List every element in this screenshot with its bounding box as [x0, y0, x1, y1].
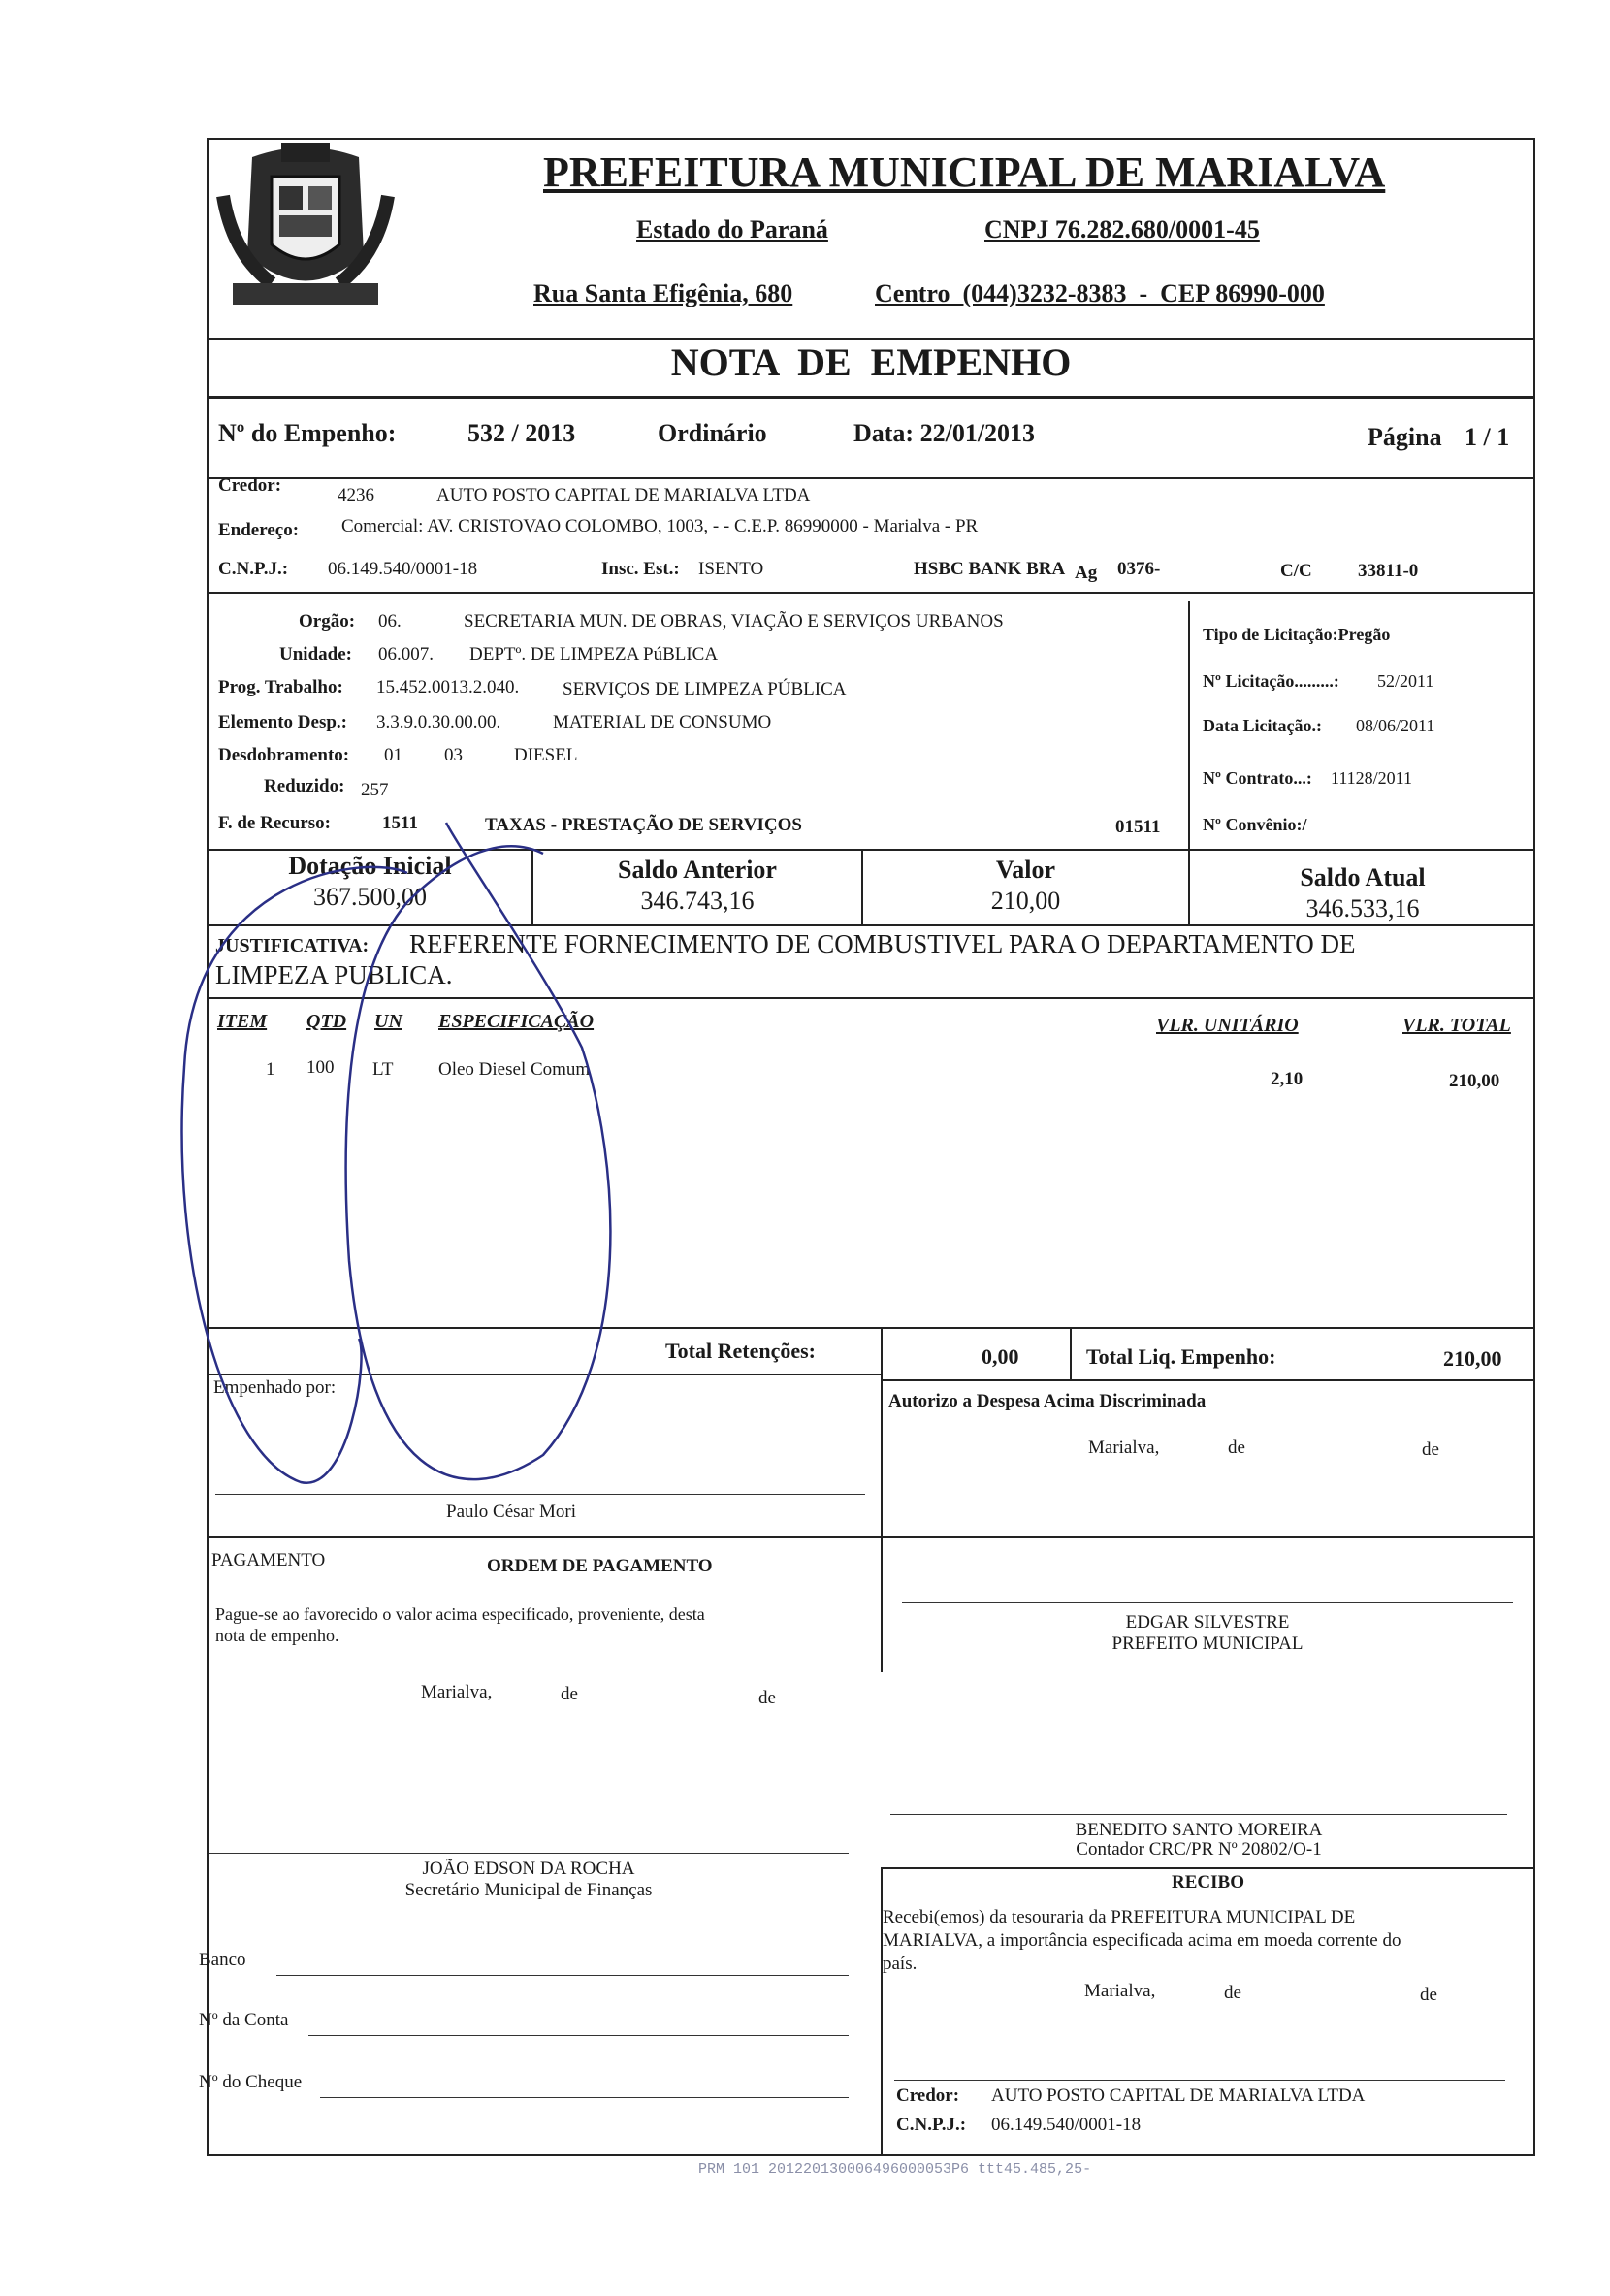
unidade-value: 06.007. — [378, 644, 434, 664]
conta-label: Nº da Conta — [199, 2010, 289, 2030]
empenho-date: Data: 22/01/2013 — [853, 419, 1036, 447]
empenhado-label: Empenhado por: — [213, 1377, 337, 1398]
contador-role: Contador CRC/PR Nº 20802/O-1 — [1076, 1839, 1322, 1859]
recibo-line1: Recebi(emos) da tesouraria da PREFEITURA MUNICIPAL DE — [883, 1907, 1356, 1927]
justificativa-line1: REFERENTE FORNECIMENTO DE COMBUSTIVEL PARA O DEPARTAMENTO DE — [409, 929, 1356, 958]
unidade-label: Unidade: — [279, 644, 352, 664]
recurso-label: F. de Recurso: — [218, 813, 331, 833]
empenhado-signer: Paulo César Mori — [446, 1502, 577, 1522]
secretario-name: JOÃO EDSON DA ROCHA — [422, 1859, 635, 1879]
col-total: VLR. TOTAL — [1402, 1015, 1511, 1036]
row-un: LT — [372, 1059, 394, 1080]
recurso-desc: TAXAS - PRESTAÇÃO DE SERVIÇOS — [485, 815, 802, 835]
desdob-desc: DIESEL — [514, 745, 578, 765]
cc-value: 33811-0 — [1358, 561, 1419, 581]
cc-label: C/C — [1280, 561, 1312, 581]
orgao-desc: SECRETARIA MUN. DE OBRAS, VIAÇÃO E SERVIÇOS URBANOS — [464, 611, 1004, 631]
retencoes-value: 0,00 — [982, 1344, 1019, 1369]
row-qtd: 100 — [306, 1057, 335, 1078]
pagamento-text2: nota de empenho. — [215, 1626, 339, 1645]
col-un: UN — [374, 1011, 402, 1032]
col-item: ITEM — [217, 1011, 268, 1032]
row-item: 1 — [266, 1059, 275, 1080]
reduzido-label: Reduzido: — [264, 776, 345, 796]
header-cnpj: CNPJ 76.282.680/0001-45 — [984, 215, 1260, 243]
justificativa-label: JUSTIFICATIVA: — [215, 935, 370, 956]
header-address: Rua Santa Efigênia, 680 — [533, 279, 793, 307]
valor-value: 210,00 — [990, 887, 1061, 915]
liq-label: Total Liq. Empenho: — [1086, 1344, 1276, 1369]
prefeito-role: PREFEITO MUNICIPAL — [1111, 1633, 1304, 1654]
orgao-label: Orgão: — [299, 611, 356, 631]
saldo-anterior-label: Saldo Anterior — [618, 856, 777, 884]
row-unit: 2,10 — [1271, 1069, 1304, 1089]
retencoes-label: Total Retenções: — [665, 1339, 816, 1363]
cnpj-label: C.N.P.J.: — [218, 559, 289, 579]
recibo-city: Marialva, — [1084, 1981, 1156, 2001]
justificativa-line2: LIMPEZA PUBLICA. — [215, 960, 453, 989]
prog-label: Prog. Trabalho: — [218, 677, 343, 697]
licitacao-tipo: Tipo de Licitação:Pregão — [1203, 625, 1391, 644]
prefeito-name: EDGAR SILVESTRE — [1125, 1612, 1290, 1633]
saldo-atual-label: Saldo Atual — [1300, 863, 1426, 891]
valor-label: Valor — [995, 856, 1056, 884]
empenho-label: Nº do Empenho: — [218, 419, 397, 447]
licitacao-numero-label: Nº Licitação.........: — [1203, 671, 1339, 691]
recibo-title: RECIBO — [1172, 1872, 1244, 1892]
pagamento-text1: Pague-se ao favorecido o valor acima especificado, proveniente, desta — [215, 1604, 705, 1624]
desdob-value-2: 03 — [444, 745, 463, 765]
contrato-value: 11128/2011 — [1331, 768, 1412, 788]
prog-desc: SERVIÇOS DE LIMPEZA PÚBLICA — [563, 679, 847, 699]
orgao-value: 06. — [378, 611, 402, 631]
licitacao-numero: 52/2011 — [1377, 671, 1434, 691]
insc-label: Insc. Est.: — [601, 559, 680, 579]
credor-code: 4236 — [338, 485, 374, 505]
col-unit: VLR. UNITÁRIO — [1156, 1015, 1299, 1036]
desdob-value: 01 — [384, 745, 402, 765]
pagamento-city: Marialva, — [421, 1682, 493, 1702]
cheque-label: Nº do Cheque — [199, 2072, 303, 2092]
page-number: 1 / 1 — [1465, 423, 1510, 451]
recibo-de2: de — [1420, 1985, 1437, 2005]
recibo-credor-label: Credor: — [896, 2086, 960, 2106]
licitacao-data-label: Data Licitação.: — [1203, 716, 1322, 735]
licitacao-data: 08/06/2011 — [1356, 716, 1435, 735]
elemento-desc: MATERIAL DE CONSUMO — [553, 712, 772, 732]
ordem-label: ORDEM DE PAGAMENTO — [487, 1556, 713, 1576]
liq-value: 210,00 — [1443, 1346, 1502, 1371]
row-espec: Oleo Diesel Comum — [438, 1059, 591, 1080]
autorizo-de1: de — [1228, 1438, 1245, 1458]
empenho-number: 532 / 2013 — [467, 419, 576, 447]
credor-cnpj: 06.149.540/0001-18 — [328, 559, 478, 579]
dotacao-label: Dotação Inicial — [288, 852, 452, 880]
row-total: 210,00 — [1449, 1071, 1500, 1091]
unidade-desc: DEPTº. DE LIMPEZA PúBLICA — [469, 644, 719, 664]
elemento-label: Elemento Desp.: — [218, 712, 347, 732]
pagamento-de1: de — [561, 1684, 578, 1704]
recibo-credor: AUTO POSTO CAPITAL DE MARIALVA LTDA — [991, 2086, 1366, 2106]
col-qtd: QTD — [306, 1011, 347, 1032]
saldo-atual-value: 346.533,16 — [1305, 894, 1420, 922]
credor-label: Credor: — [218, 475, 282, 496]
header-contact: Centro (044)3232-8383 - CEP 86990-000 — [875, 279, 1325, 307]
header-state: Estado do Paraná — [636, 215, 828, 243]
document-title: NOTA DE EMPENHO — [670, 340, 1072, 384]
autorizo-label: Autorizo a Despesa Acima Discriminada — [888, 1391, 1207, 1411]
autorizo-de2: de — [1422, 1439, 1439, 1460]
dotacao-value: 367.500,00 — [313, 883, 427, 911]
footer-stamp: PRM 101 201220130006496000053P6 ttt45.485,25- — [698, 2161, 1092, 2178]
col-espec: ESPECIFICAÇÃO — [438, 1011, 595, 1032]
recurso-code: 01511 — [1115, 817, 1161, 837]
convenio-value: Nº Convênio:/ — [1203, 815, 1307, 834]
banco-label: Banco — [199, 1950, 246, 1970]
recibo-cnpj: 06.149.540/0001-18 — [991, 2115, 1142, 2135]
pagamento-de2: de — [758, 1688, 776, 1708]
insc-value: ISENTO — [698, 559, 764, 579]
autorizo-city: Marialva, — [1088, 1438, 1160, 1458]
page-label: Página — [1368, 423, 1442, 451]
contrato-label: Nº Contrato...: — [1203, 768, 1312, 788]
recibo-line2: MARIALVA, a importância especificada acima em moeda corrente do — [883, 1930, 1401, 1951]
reduzido-value: 257 — [361, 780, 389, 800]
desdob-label: Desdobramento: — [218, 745, 350, 765]
ag-label: Ag — [1075, 563, 1098, 583]
saldo-anterior-value: 346.743,16 — [640, 887, 755, 915]
address-label: Endereço: — [218, 520, 300, 540]
secretario-role: Secretário Municipal de Finanças — [404, 1880, 653, 1900]
credor-address: Comercial: AV. CRISTOVAO COLOMBO, 1003, - - C.E.P. 86990000 - Marialva - PR — [341, 516, 979, 536]
page-title: PREFEITURA MUNICIPAL DE MARIALVA — [543, 148, 1386, 196]
recibo-line3: país. — [883, 1954, 918, 1974]
pagamento-label: PAGAMENTO — [211, 1550, 326, 1570]
recibo-cnpj-label: C.N.P.J.: — [896, 2115, 967, 2135]
bank-name: HSBC BANK BRA — [914, 559, 1066, 579]
recibo-de1: de — [1224, 1983, 1241, 2003]
elemento-value: 3.3.9.0.30.00.00. — [376, 712, 501, 732]
empenho-type: Ordinário — [658, 419, 767, 447]
contador-name: BENEDITO SANTO MOREIRA — [1075, 1820, 1323, 1840]
prog-value: 15.452.0013.2.040. — [376, 677, 520, 697]
ag-value: 0376- — [1117, 559, 1161, 579]
recurso-value: 1511 — [382, 813, 418, 833]
credor-name: AUTO POSTO CAPITAL DE MARIALVA LTDA — [436, 485, 811, 505]
